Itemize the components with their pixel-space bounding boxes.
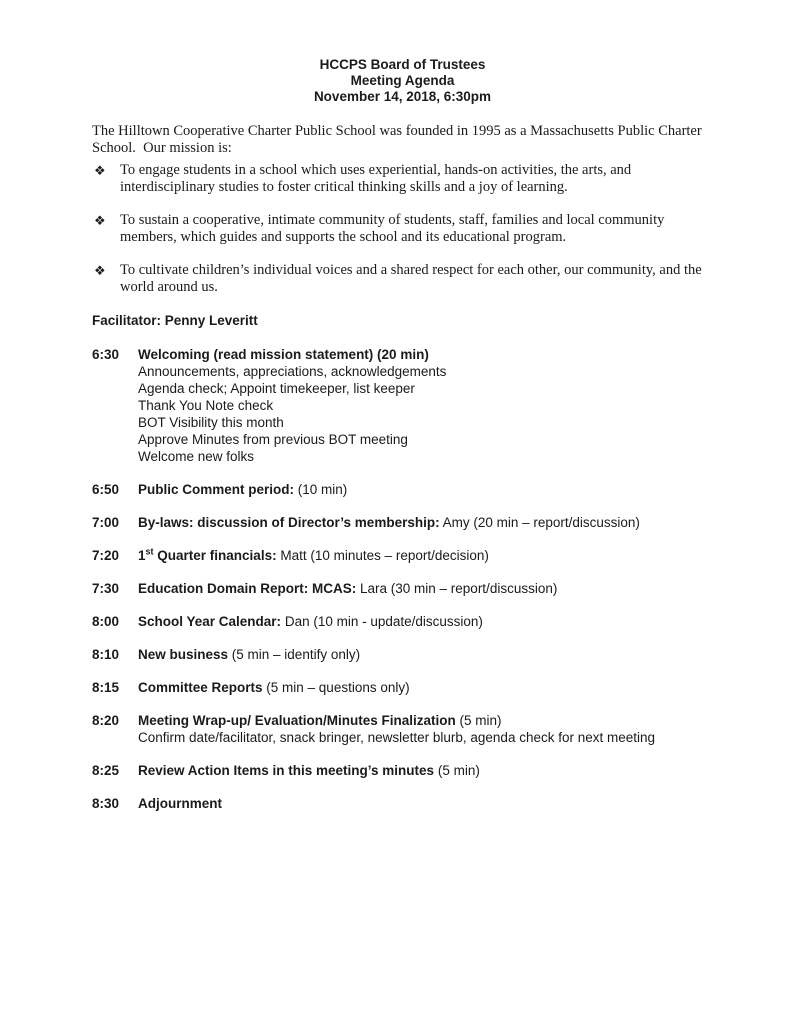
agenda-item-time: 7:00 — [92, 515, 120, 530]
mission-bullet — [92, 162, 713, 196]
agenda-item-body — [138, 795, 713, 812]
diamond-bullet-icon: ❖ — [94, 263, 106, 278]
agenda-item-body — [138, 762, 713, 779]
agenda-item-detail: (5 min) — [434, 763, 480, 778]
agenda-subline: Agenda check; Appoint timekeeper, list keeper — [138, 381, 415, 396]
agenda-item-title: Welcoming (read mission statement) (20 min) — [138, 347, 429, 362]
agenda-item-title — [138, 548, 277, 563]
agenda-item-detail: (10 min) — [294, 482, 348, 497]
agenda-item-body — [138, 481, 713, 498]
agenda-subline: Announcements, appreciations, acknowledgements — [138, 364, 447, 379]
agenda-item-time: 8:30 — [92, 796, 120, 811]
agenda-item-body — [138, 346, 713, 465]
agenda-item-time: 8:20 — [92, 713, 120, 728]
agenda-subline: BOT Visibility this month — [138, 415, 284, 430]
mission-bullet — [92, 262, 713, 296]
agenda-item-body — [138, 613, 713, 630]
agenda-item-body — [138, 646, 713, 663]
mission-bullet-text: To cultivate children’s individual voices and a shared respect for each other, our community, and the world around us. — [120, 262, 702, 295]
mission-bullet-list — [92, 162, 713, 296]
agenda-item-title: Adjournment — [138, 796, 222, 811]
agenda-item-new-business — [92, 646, 713, 663]
agenda-item-welcoming — [92, 346, 713, 465]
agenda-item-public-comment — [92, 481, 713, 498]
agenda-item-committee-reports — [92, 679, 713, 696]
agenda-item-title: Education Domain Report: MCAS: — [138, 581, 357, 596]
agenda-item-time: 8:10 — [92, 647, 120, 662]
agenda-item-school-year-calendar — [92, 613, 713, 630]
agenda-item-review-action-items — [92, 762, 713, 779]
agenda-item-wrap-up — [92, 712, 713, 746]
intro-paragraph: The Hilltown Cooperative Charter Public School was founded in 1995 as a Massachusetts Public Charter School. Our mission is: — [92, 123, 706, 156]
agenda-item-title-text: Quarter financials: — [153, 548, 277, 563]
diamond-bullet-icon: ❖ — [94, 163, 106, 178]
agenda-item-time: 8:25 — [92, 763, 120, 778]
agenda-subline: Confirm date/facilitator, snack bringer, newsletter blurb, agenda check for next meeting — [138, 730, 656, 745]
mission-bullet — [92, 212, 713, 246]
agenda-item-time: 6:30 — [92, 347, 120, 362]
agenda-item-body — [138, 514, 713, 531]
ordinal-suffix: st — [145, 546, 154, 557]
document-date: November 14, 2018, 6:30pm — [313, 89, 492, 104]
agenda-item-q1-financials — [92, 547, 713, 564]
facilitator-line: Facilitator: Penny Leveritt — [92, 313, 258, 328]
agenda-item-title: Meeting Wrap-up/ Evaluation/Minutes Finalization — [138, 713, 456, 728]
agenda-item-detail: Dan (10 min - update/discussion) — [281, 614, 483, 629]
diamond-bullet-icon: ❖ — [94, 213, 106, 228]
agenda-item-education-domain — [92, 580, 713, 597]
agenda-item-title: School Year Calendar: — [138, 614, 282, 629]
agenda-item-detail: Lara (30 min – report/discussion) — [356, 581, 558, 596]
agenda-item-detail: (5 min) — [455, 713, 502, 728]
agenda-item-time: 7:30 — [92, 581, 120, 596]
agenda-item-detail: (5 min – questions only) — [262, 680, 410, 695]
agenda-item-title: New business — [138, 647, 229, 662]
mission-section — [92, 123, 713, 296]
agenda-item-adjournment — [92, 795, 713, 812]
ordinal-number: 1 — [138, 548, 146, 563]
agenda-list — [92, 346, 713, 812]
agenda-item-body — [138, 679, 713, 696]
agenda-item-title: Public Comment period: — [138, 482, 295, 497]
agenda-item-title: By-laws: discussion of Director’s membership: — [138, 515, 440, 530]
agenda-subline: Thank You Note check — [138, 398, 274, 413]
agenda-item-title: Review Action Items in this meeting’s minutes — [138, 763, 435, 778]
mission-bullet-text: To sustain a cooperative, intimate community of students, staff, families and local community members, which guides and supports the school and its educational program. — [120, 212, 665, 245]
agenda-item-title: Committee Reports — [138, 680, 263, 695]
document-title: HCCPS Board of Trustees — [319, 57, 486, 72]
agenda-subline: Welcome new folks — [138, 449, 255, 464]
document-header — [92, 57, 713, 105]
agenda-item-time: 8:00 — [92, 614, 120, 629]
agenda-item-body — [138, 712, 713, 746]
mission-bullet-text: To engage students in a school which uses experiential, hands-on activities, the arts, and interdisciplinary studies to foster critical thinking skills and a joy of learning. — [120, 162, 632, 195]
agenda-item-detail: (5 min – identify only) — [228, 647, 361, 662]
agenda-item-detail: Matt (10 minutes – report/decision) — [276, 548, 489, 563]
agenda-item-detail: Amy (20 min – report/discussion) — [439, 515, 640, 530]
agenda-subline: Approve Minutes from previous BOT meeting — [138, 432, 408, 447]
agenda-item-body — [138, 580, 713, 597]
agenda-item-bylaws — [92, 514, 713, 531]
document-subtitle: Meeting Agenda — [350, 73, 455, 88]
agenda-item-body — [138, 547, 713, 564]
agenda-item-time: 6:50 — [92, 482, 120, 497]
agenda-item-time: 8:15 — [92, 680, 120, 695]
agenda-item-time: 7:20 — [92, 548, 120, 563]
